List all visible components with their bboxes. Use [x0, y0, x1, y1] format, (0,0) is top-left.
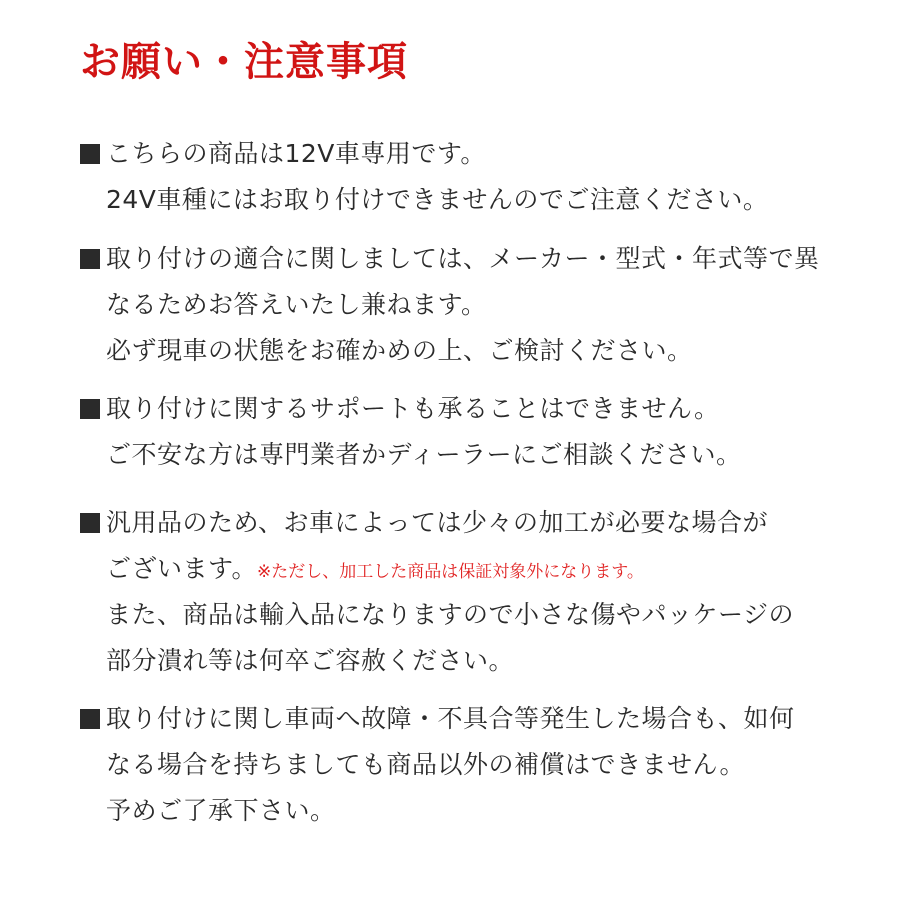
notice-text: 必ず現車の状態をお確かめの上、ご検討ください。: [106, 336, 693, 365]
square-bullet-icon: [80, 709, 100, 729]
warranty-note: ※ただし、加工した商品は保証対象外になります。: [257, 562, 644, 582]
notice-text: ご不安な方は専門業者かディーラーにご相談ください。: [106, 440, 742, 469]
square-bullet-icon: [80, 144, 100, 164]
notice-text: なるためお答えいたし兼ねます。: [106, 290, 487, 319]
notice-text: こちらの商品は12V車専用です。: [106, 139, 486, 168]
notice-text: 取り付けの適合に関しましては、メーカー・型式・年式等で異: [106, 244, 820, 273]
notice-item-generic-product: [80, 500, 880, 684]
square-bullet-icon: [80, 513, 100, 533]
notice-text: 予めご了承下さい。: [106, 796, 336, 825]
notice-item-support: [80, 386, 880, 478]
notice-text: 24V車種にはお取り付けできませんのでご注意ください。: [106, 185, 769, 214]
notice-item-12v: [80, 131, 880, 223]
notice-text: ございます。: [106, 554, 258, 583]
notice-item-compatibility: [80, 236, 880, 374]
notice-text: 部分潰れ等は何卒ご容赦ください。: [106, 646, 515, 675]
notice-text: また、商品は輸入品になりますので小さな傷やパッケージの: [106, 600, 795, 629]
square-bullet-icon: [80, 249, 100, 269]
notice-text: 取り付けに関するサポートも承ることはできません。: [106, 394, 720, 423]
square-bullet-icon: [80, 399, 100, 419]
page-title: お願い・注意事項: [80, 39, 408, 85]
notice-text: なる場合を持ちましても商品以外の補償はできません。: [106, 750, 746, 779]
notice-text: 取り付けに関し車両へ故障・不具合等発生した場合も、如何: [106, 704, 795, 733]
notice-item-liability: [80, 696, 880, 834]
notice-text: 汎用品のため、お車によっては少々の加工が必要な場合が: [106, 508, 769, 537]
